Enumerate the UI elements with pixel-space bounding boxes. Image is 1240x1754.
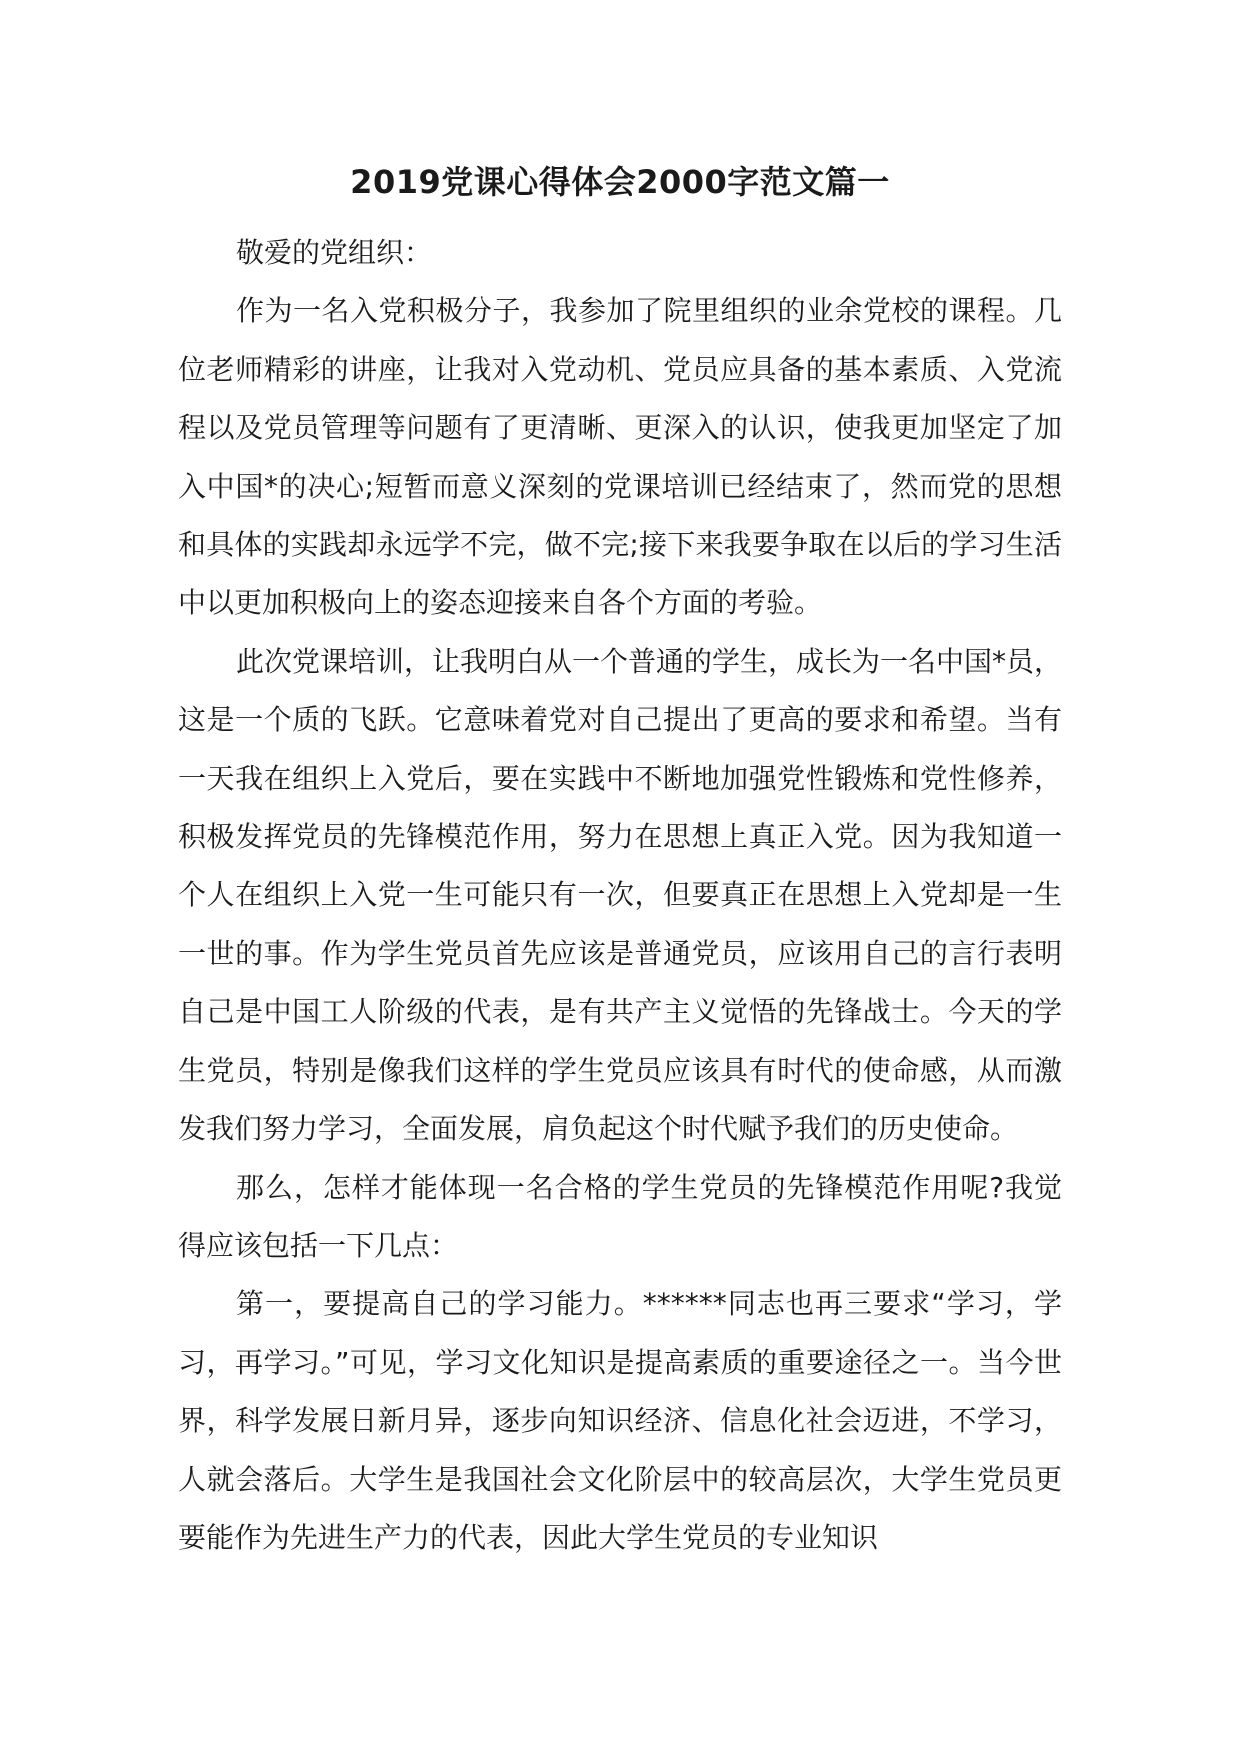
document-title: 2019党课心得体会2000字范文篇一 [350,163,890,201]
paragraph: 作为一名入党积极分子，我参加了院里组织的业余党校的课程。几位老师精彩的讲座，让我对入党动机、党员应具备的基本素质、入党流程以及党员管理等问题有了更清晰、更深入的认识，使我更加坚定了加入中国*的决心;短暂而意义深刻的党课培训已经结束了，然而党的思想和具体的实践却永远学不完，做不完;接下来我要争取在以后的学习生活中以更加积极向上的姿态迎接来自各个方面的考验。 [178,294,1062,620]
document-body [178,224,1062,1567]
paragraph: 此次党课培训，让我明白从一个普通的学生，成长为一名中国*员，这是一个质的飞跃。它意味着党对自己提出了更高的要求和希望。当有一天我在组织上入党后，要在实践中不断地加强党性锻炼和党性修养，积极发挥党员的先锋模范作用，努力在思想上真正入党。因为我知道一个人在组织上入党一生可能只有一次，但要真正在思想上入党却是一生一世的事。作为学生党员首先应该是普通党员，应该用自己的言行表明自己是中国工人阶级的代表，是有共产主义觉悟的先锋战士。今天的学生党员，特别是像我们这样的学生党员应该具有时代的使命感，从而激发我们努力学习，全面发展，肩负起这个时代赋予我们的历史使命。 [178,644,1063,1146]
paragraph: 第一，要提高自己的学习能力。******同志也再三要求“学习，学习，再学习。”可见，学习文化知识是提高素质的重要途径之一。当今世界，科学发展日新月异，逐步向知识经济、信息化社会迈进，不学习，人就会落后。大学生是我国社会文化阶层中的较高层次，大学生党员更要能作为先进生产力的代表，因此大学生党员的专业知识 [178,1287,1062,1554]
paragraph: 那么，怎样才能体现一名合格的学生党员的先锋模范作用呢?我觉得应该包括一下几点： [178,1170,1062,1262]
paragraph-salutation: 敬爱的党组织： [236,236,433,269]
